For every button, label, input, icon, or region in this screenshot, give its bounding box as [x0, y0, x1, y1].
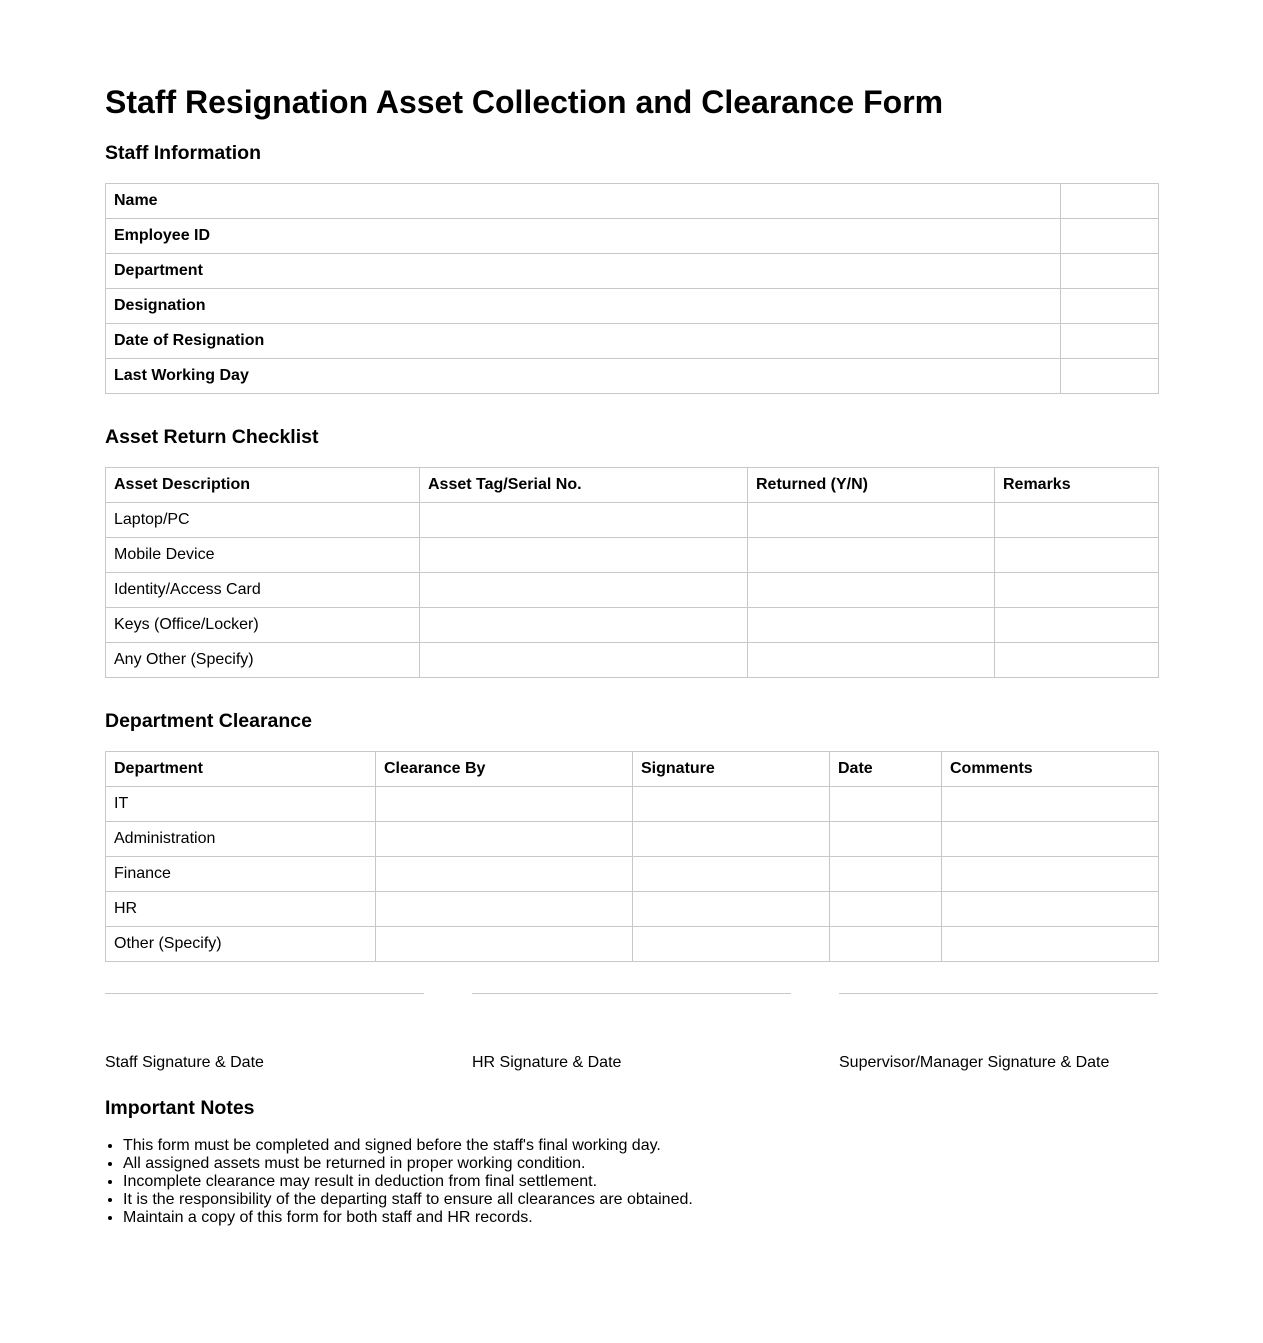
table-row: [106, 503, 1159, 538]
field-value-last-working-day[interactable]: [1061, 359, 1159, 394]
staff-signature-line[interactable]: [105, 993, 424, 994]
returned-cell[interactable]: [748, 643, 995, 678]
signature-cell[interactable]: [633, 822, 830, 857]
list-item: • This form must be completed and signed before the staff's final working day.: [123, 1137, 693, 1155]
field-label-resignation-date: Date of Resignation: [106, 324, 1061, 359]
list-item: • Maintain a copy of this form for both staff and HR records.: [123, 1209, 693, 1227]
date-cell[interactable]: [830, 857, 942, 892]
comments-cell[interactable]: [942, 892, 1159, 927]
field-value-designation[interactable]: [1061, 289, 1159, 324]
table-row: [106, 927, 1159, 962]
column-header: Asset Tag/Serial No.: [420, 468, 748, 503]
column-header: Returned (Y/N): [748, 468, 995, 503]
date-cell[interactable]: [830, 822, 942, 857]
asset-tag-cell[interactable]: [420, 503, 748, 538]
asset-tag-cell[interactable]: [420, 608, 748, 643]
returned-cell[interactable]: [748, 573, 995, 608]
table-row: [106, 608, 1159, 643]
comments-cell[interactable]: [942, 787, 1159, 822]
department-cell: Other (Specify): [106, 927, 376, 962]
list-item: • All assigned assets must be returned in proper working condition.: [123, 1155, 693, 1173]
dept-clearance-heading: Department Clearance: [105, 710, 312, 732]
dept-clearance-table: [105, 751, 1159, 962]
comments-cell[interactable]: [942, 822, 1159, 857]
returned-cell[interactable]: [748, 503, 995, 538]
department-cell: IT: [106, 787, 376, 822]
asset-tag-cell[interactable]: [420, 538, 748, 573]
asset-description-cell: Laptop/PC: [106, 503, 420, 538]
supervisor-signature-label: Supervisor/Manager Signature & Date: [839, 1054, 1110, 1071]
remarks-cell[interactable]: [995, 538, 1159, 573]
returned-cell[interactable]: [748, 608, 995, 643]
clearance-by-cell[interactable]: [376, 787, 633, 822]
remarks-cell[interactable]: [995, 643, 1159, 678]
hr-signature-line[interactable]: [472, 993, 791, 994]
date-cell[interactable]: [830, 787, 942, 822]
department-cell: Administration: [106, 822, 376, 857]
table-row: [106, 254, 1159, 289]
returned-cell[interactable]: [748, 538, 995, 573]
field-label-employee-id: Employee ID: [106, 219, 1061, 254]
column-header: Comments: [942, 752, 1159, 787]
signature-cell[interactable]: [633, 857, 830, 892]
asset-checklist-heading: Asset Return Checklist: [105, 426, 319, 448]
asset-description-cell: Keys (Office/Locker): [106, 608, 420, 643]
comments-cell[interactable]: [942, 927, 1159, 962]
form-title: Staff Resignation Asset Collection and Clearance Form: [105, 84, 944, 120]
table-row: [106, 573, 1159, 608]
field-value-department[interactable]: [1061, 254, 1159, 289]
field-label-designation: Designation: [106, 289, 1061, 324]
field-label-name: Name: [106, 184, 1061, 219]
signature-cell[interactable]: [633, 787, 830, 822]
staff-info-heading: Staff Information: [105, 142, 261, 164]
date-cell[interactable]: [830, 927, 942, 962]
list-item: • Incomplete clearance may result in deduction from final settlement.: [123, 1173, 693, 1191]
date-cell[interactable]: [830, 892, 942, 927]
table-row: [106, 857, 1159, 892]
table-row: [106, 184, 1159, 219]
table-row: [106, 219, 1159, 254]
column-header: Signature: [633, 752, 830, 787]
list-item: • It is the responsibility of the departing staff to ensure all clearances are obtained.: [123, 1191, 693, 1209]
field-value-resignation-date[interactable]: [1061, 324, 1159, 359]
table-header-row: [106, 752, 1159, 787]
column-header: Department: [106, 752, 376, 787]
comments-cell[interactable]: [942, 857, 1159, 892]
table-header-row: [106, 468, 1159, 503]
column-header: Asset Description: [106, 468, 420, 503]
field-value-employee-id[interactable]: [1061, 219, 1159, 254]
department-cell: Finance: [106, 857, 376, 892]
table-row: [106, 643, 1159, 678]
asset-tag-cell[interactable]: [420, 573, 748, 608]
remarks-cell[interactable]: [995, 503, 1159, 538]
column-header: Clearance By: [376, 752, 633, 787]
hr-signature-label: HR Signature & Date: [472, 1054, 622, 1071]
clearance-by-cell[interactable]: [376, 822, 633, 857]
clearance-by-cell[interactable]: [376, 927, 633, 962]
asset-tag-cell[interactable]: [420, 643, 748, 678]
remarks-cell[interactable]: [995, 573, 1159, 608]
table-row: [106, 892, 1159, 927]
table-row: [106, 538, 1159, 573]
asset-description-cell: Any Other (Specify): [106, 643, 420, 678]
asset-checklist-table: [105, 467, 1159, 678]
staff-signature-label: Staff Signature & Date: [105, 1054, 264, 1071]
supervisor-signature-line[interactable]: [839, 993, 1158, 994]
column-header: Date: [830, 752, 942, 787]
signature-cell[interactable]: [633, 927, 830, 962]
signature-cell[interactable]: [633, 892, 830, 927]
table-row: [106, 324, 1159, 359]
staff-info-table: [105, 183, 1159, 394]
asset-description-cell: Identity/Access Card: [106, 573, 420, 608]
notes-heading: Important Notes: [105, 1097, 255, 1119]
remarks-cell[interactable]: [995, 608, 1159, 643]
clearance-by-cell[interactable]: [376, 857, 633, 892]
table-row: [106, 359, 1159, 394]
notes-list: [105, 1137, 693, 1227]
table-row: [106, 822, 1159, 857]
field-value-name[interactable]: [1061, 184, 1159, 219]
field-label-last-working-day: Last Working Day: [106, 359, 1061, 394]
field-label-department: Department: [106, 254, 1061, 289]
asset-description-cell: Mobile Device: [106, 538, 420, 573]
department-cell: HR: [106, 892, 376, 927]
column-header: Remarks: [995, 468, 1159, 503]
table-row: [106, 787, 1159, 822]
table-row: [106, 289, 1159, 324]
clearance-by-cell[interactable]: [376, 892, 633, 927]
